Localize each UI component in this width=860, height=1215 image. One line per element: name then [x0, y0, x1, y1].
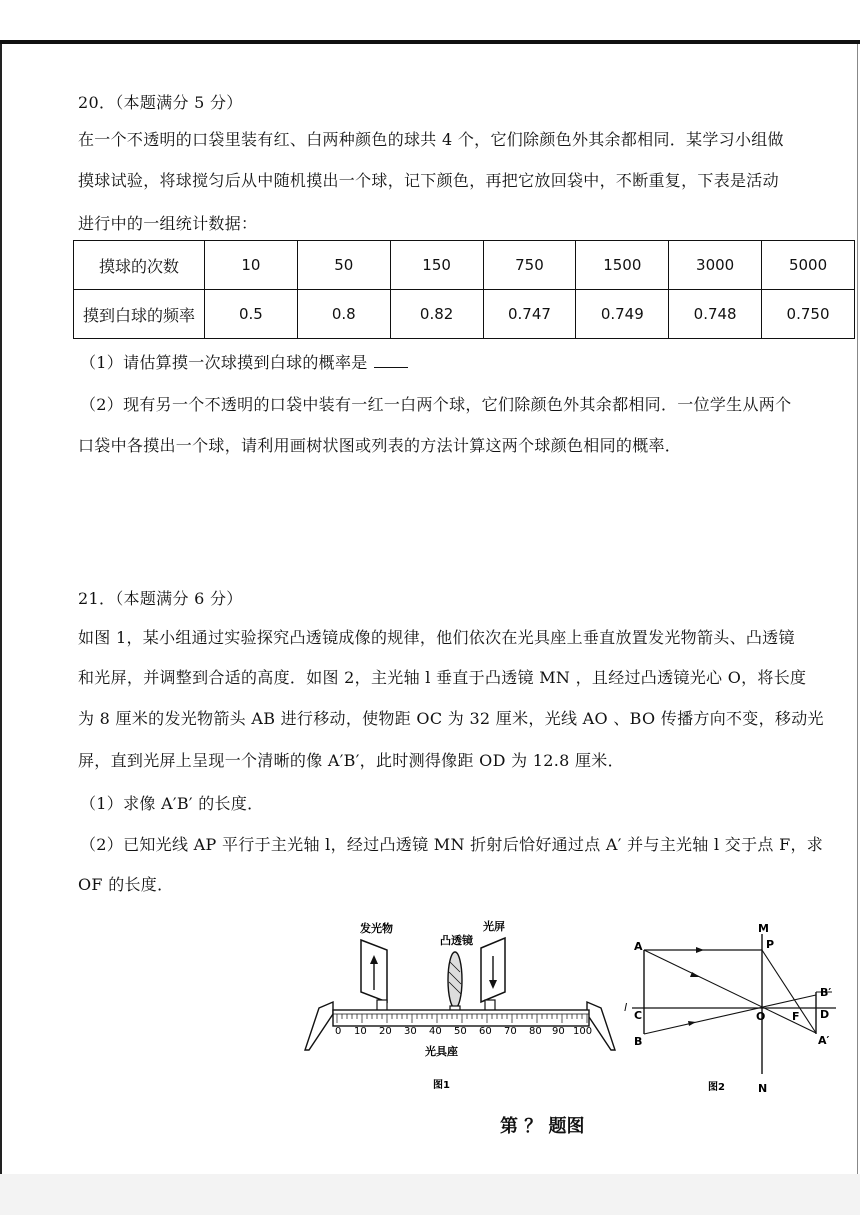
table-cell: 150 [390, 241, 483, 290]
bench-label: 光具座 [425, 1045, 458, 1058]
right-border [857, 44, 858, 1174]
q21-part1: （1）求像 A′B′ 的长度． [80, 794, 264, 813]
arrowhead [688, 1021, 696, 1026]
figure-1-caption: 图1 [433, 1080, 450, 1091]
table-row [74, 241, 855, 290]
point-f: F [792, 1010, 800, 1023]
q21-header: 21．（本题满分 6 分） [78, 589, 243, 608]
point-m: M [758, 922, 769, 935]
scale-label: 80 [529, 1026, 542, 1037]
table-cell: 0.750 [762, 290, 855, 339]
table-row [74, 290, 855, 339]
figure-caption: 第 ？ 题图 [500, 1116, 585, 1137]
q20-part2-line: （2）现有另一个不透明的口袋中装有一红一白两个球，它们除颜色外其余都相同．一位学生从两个 [80, 395, 792, 414]
row-label-draws: 摸球的次数 [74, 241, 205, 290]
q20-header: 20．（本题满分 5 分） [78, 93, 243, 112]
q20-part2-line: 口袋中各摸出一个球，请利用画树状图或列表的方法计算这两个球颜色相同的概率． [78, 436, 682, 455]
q20-part1-text: （1）请估算摸一次球摸到白球的概率是 [80, 353, 368, 372]
axis-label: l [624, 1001, 628, 1014]
q21-stem-line: 屏，直到光屏上呈现一个清晰的像 A′B′，此时测得像距 OD 为 12.8 厘米． [78, 751, 624, 770]
frequency-table [73, 240, 855, 339]
figure-2-caption: 图2 [708, 1082, 725, 1093]
point-b-prime: B′ [820, 986, 832, 999]
scale-label: 60 [479, 1026, 492, 1037]
point-a: A [634, 940, 643, 953]
scale-label: 100 [573, 1026, 593, 1037]
table-cell: 10 [205, 241, 298, 290]
scale-label: 20 [379, 1026, 392, 1037]
ray-bo [644, 995, 816, 1034]
point-n: N [758, 1082, 768, 1095]
scale-label: 40 [429, 1026, 442, 1037]
scale-label: 30 [404, 1026, 417, 1037]
scale-label: 50 [454, 1026, 467, 1037]
figure-1-optical-bench [305, 910, 615, 1095]
q21-stem-line: 为 8 厘米的发光物箭头 AB 进行移动，使物距 OC 为 32 厘米，光线 AO 、BO 传播方向不变，移动光 [78, 709, 824, 728]
row-label-frequency: 摸到白球的频率 [74, 290, 205, 339]
table-cell: 750 [483, 241, 576, 290]
table-cell: 3000 [669, 241, 762, 290]
screen-label: 光屏 [483, 920, 505, 933]
q20-stem-line: 进行中的一组统计数据： [78, 214, 258, 233]
table-cell: 1500 [576, 241, 669, 290]
table-cell: 0.8 [297, 290, 390, 339]
arrowhead [696, 947, 704, 953]
light-source [361, 940, 387, 1012]
source-label: 发光物 [360, 922, 393, 935]
table-cell: 0.82 [390, 290, 483, 339]
scale-label: 10 [354, 1026, 367, 1037]
answer-blank[interactable] [374, 355, 408, 368]
left-border [0, 44, 2, 1174]
table-cell: 0.749 [576, 290, 669, 339]
scale-label: 90 [552, 1026, 565, 1037]
q21-part2-line: OF 的长度． [78, 875, 174, 894]
point-p: P [766, 938, 775, 951]
table-cell: 0.5 [205, 290, 298, 339]
q20-stem-line: 摸球试验，将球搅匀后从中随机摸出一个球，记下颜色，再把它放回袋中，不断重复，下表是活动 [78, 171, 779, 190]
scale-numbers [335, 1026, 592, 1037]
light-screen [481, 938, 505, 1012]
q20-stem-line: 在一个不透明的口袋里装有红、白两种颜色的球共 4 个，它们除颜色外其余都相同．某学习小组做 [78, 130, 784, 149]
page-bottom [0, 1174, 860, 1215]
q20-part1 [80, 350, 408, 373]
convex-lens [448, 952, 462, 1014]
top-rule [0, 40, 860, 44]
q21-part2-line: （2）已知光线 AP 平行于主光轴 l，经过凸透镜 MN 折射后恰好通过点 A′ 并与主光轴 l 交于点 F，求 [80, 835, 824, 854]
figure-2-lens-diagram [626, 922, 840, 1094]
point-c: C [634, 1009, 643, 1022]
q21-stem-line: 和光屏，并调整到合适的高度．如图 2，主光轴 l 垂直于凸透镜 MN ，且经过凸透镜光心 O，将长度 [78, 668, 807, 687]
q21-stem-line: 如图 1，某小组通过实验探究凸透镜成像的规律，他们依次在光具座上垂直放置发光物箭头、凸透镜 [78, 628, 795, 647]
ray-ao [644, 950, 816, 1033]
table-cell: 5000 [762, 241, 855, 290]
scale-label: 0 [335, 1026, 342, 1037]
lens-label: 凸透镜 [440, 934, 473, 947]
point-b: B [634, 1035, 643, 1048]
table-cell: 0.747 [483, 290, 576, 339]
table-cell: 50 [297, 241, 390, 290]
table-cell: 0.748 [669, 290, 762, 339]
point-o: O [756, 1010, 766, 1023]
scale-label: 70 [504, 1026, 517, 1037]
point-a-prime: A′ [818, 1034, 830, 1047]
point-d: D [820, 1008, 830, 1021]
